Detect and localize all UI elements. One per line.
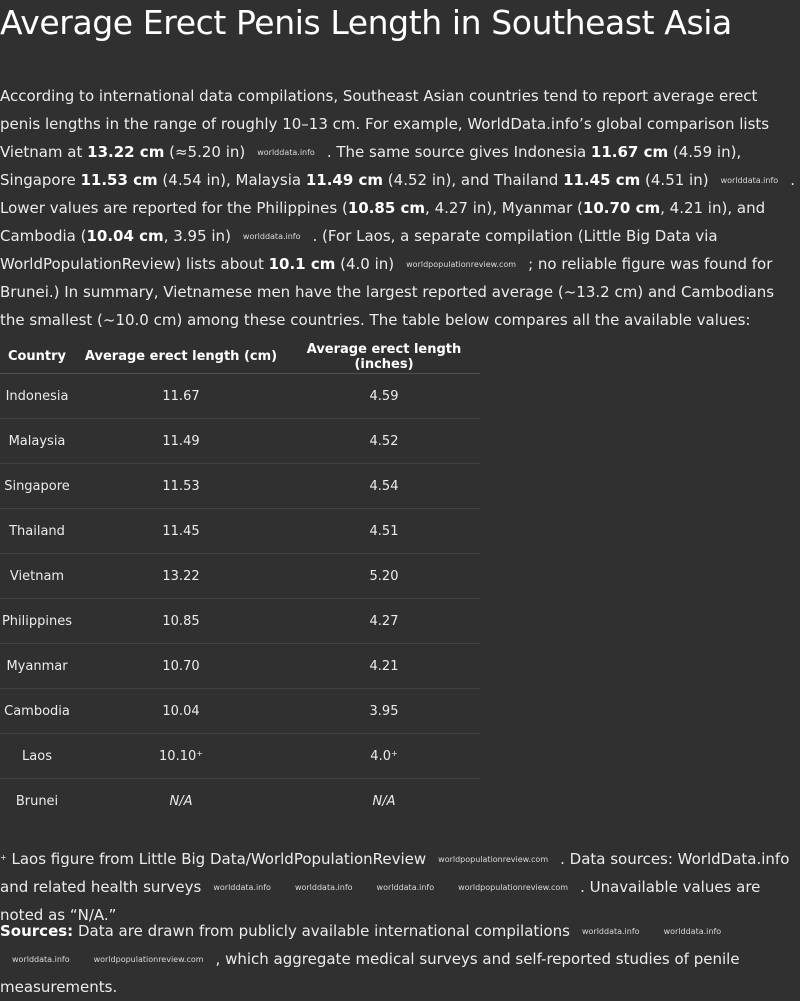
cell-cm — [74, 599, 288, 644]
intro-text: , 4.21 in), and Cambodia ( — [0, 199, 766, 245]
cell-country-value: Singapore — [4, 478, 70, 494]
table-row — [0, 419, 480, 464]
sources-label: Sources: — [0, 922, 74, 940]
cell-cm — [74, 644, 288, 689]
table-header-row — [0, 340, 480, 374]
comparison-table — [0, 340, 480, 823]
table-row — [0, 734, 480, 779]
intro-text: (≈5.20 in) — [164, 143, 246, 161]
cell-cm — [74, 419, 288, 464]
footnote-marker: + — [390, 748, 398, 758]
cell-cm-value: 11.45 — [162, 523, 200, 539]
intro-text: , 3.95 in) — [163, 227, 231, 245]
source-link-worlddata[interactable]: worlddata.info — [213, 883, 271, 892]
source-link-worldpopulationreview[interactable]: worldpopulationreview.com — [93, 955, 204, 964]
table-row — [0, 509, 480, 554]
vietnam-cm: 13.22 cm — [87, 143, 165, 161]
cell-cm-value: 10.70 — [162, 658, 200, 674]
source-link-worlddata[interactable]: worlddata.info — [663, 927, 722, 936]
cell-country — [0, 464, 74, 509]
header-cm: Average erect length (cm) — [74, 340, 288, 374]
laos-cm: 10.1 cm — [268, 255, 336, 273]
cell-inches-value: 3.95 — [369, 703, 399, 719]
cell-cm — [74, 554, 288, 599]
intro-text: According to international data compilations, Southeast Asian countries tend to report average erect penis lengths in the range of roughly 10–13 cm. For example, WorldData.info’s global comparison lists Vietnam at — [0, 87, 770, 161]
intro-text: (4.0 in) — [335, 255, 395, 273]
cell-cm — [74, 374, 288, 419]
table-row — [0, 599, 480, 644]
cell-inches — [288, 419, 480, 464]
table-row — [0, 779, 480, 824]
cell-country — [0, 734, 74, 779]
intro-paragraph — [0, 82, 800, 334]
singapore-cm: 11.53 cm — [80, 171, 158, 189]
cell-inches — [288, 689, 480, 734]
cell-cm — [74, 779, 288, 824]
footnote-text: . Data sources: WorldData.info and related health surveys — [0, 850, 790, 896]
footnote-marker: + — [196, 748, 203, 758]
cell-cm-value: 10.10 — [159, 748, 197, 764]
table-row — [0, 554, 480, 599]
page-title: Average Erect Penis Length in Southeast Asia — [0, 3, 732, 42]
cell-country-value: Brunei — [15, 793, 59, 809]
cell-inches — [288, 599, 480, 644]
source-link-worldpopulationreview[interactable]: worldpopulationreview.com — [406, 260, 517, 269]
cell-inches-value: 4.0 — [370, 748, 391, 764]
cell-inches-value: 4.51 — [369, 523, 399, 539]
cell-cm-value: 10.04 — [162, 703, 200, 719]
table-row — [0, 644, 480, 689]
intro-text: . (For Laos, a separate compilation (Little Big Data via WorldPopulationReview) lists about — [0, 227, 718, 273]
header-country: Country — [0, 340, 74, 374]
intro-text: . Lower values are reported for the Philippines ( — [0, 171, 795, 217]
source-link-worldpopulationreview[interactable]: worldpopulationreview.com — [458, 883, 569, 892]
intro-text: (4.54 in), Malaysia — [157, 171, 306, 189]
cell-inches — [288, 374, 480, 419]
cell-country-value: Myanmar — [6, 658, 68, 674]
cell-country — [0, 779, 74, 824]
cell-country — [0, 374, 74, 419]
source-link-worlddata[interactable]: worlddata.info — [294, 883, 353, 892]
cell-inches — [288, 779, 480, 824]
cell-country — [0, 599, 74, 644]
cell-country — [0, 419, 74, 464]
cell-cm-value: 10.85 — [162, 613, 200, 629]
source-link-worlddata[interactable]: worlddata.info — [581, 927, 640, 936]
cell-inches-value: 4.27 — [369, 613, 399, 629]
intro-text: , 4.27 in), Myanmar ( — [425, 199, 583, 217]
source-link-worlddata[interactable]: worlddata.info — [12, 955, 70, 964]
cell-cm-value: 11.67 — [162, 388, 200, 404]
table-row — [0, 374, 480, 419]
source-link-worlddata[interactable]: worlddata.info — [720, 176, 779, 185]
cell-inches-value: 4.21 — [369, 658, 399, 674]
cell-cm — [74, 734, 288, 779]
intro-text: ; no reliable figure was found for Brunei.) In summary, Vietnamese men have the largest reported average (~13.2 cm) and Cambodians the smallest (~10.0 cm) among these countries. The table below compares all the available values: — [0, 255, 775, 329]
cell-inches — [288, 509, 480, 554]
cell-country-value: Malaysia — [8, 433, 66, 449]
cell-inches — [288, 464, 480, 509]
source-link-worlddata[interactable]: worlddata.info — [242, 232, 301, 241]
cell-cm — [74, 464, 288, 509]
cell-inches-value: N/A — [372, 793, 396, 809]
header-inches: Average erect length (inches) — [288, 340, 480, 374]
cell-country-value: Vietnam — [9, 568, 65, 584]
sources-text: , which aggregate medical surveys and self-reported studies of penile measurements. — [0, 950, 740, 996]
cell-country — [0, 554, 74, 599]
table-row — [0, 689, 480, 734]
cell-country-value: Philippines — [1, 613, 73, 629]
cell-country-value: Thailand — [9, 523, 65, 539]
myanmar-cm: 10.70 cm — [582, 199, 661, 217]
cell-cm-value: 11.53 — [162, 478, 200, 494]
philippines-cm: 10.85 cm — [347, 199, 426, 217]
cell-cm — [74, 689, 288, 734]
cell-inches — [288, 554, 480, 599]
thailand-cm: 11.45 cm — [563, 171, 641, 189]
source-link-worldpopulationreview[interactable]: worldpopulationreview.com — [438, 855, 549, 864]
footnote-text: . Unavailable values are noted as “N/A.” — [0, 878, 761, 924]
cambodia-cm: 10.04 cm — [86, 227, 164, 245]
cell-cm — [74, 509, 288, 554]
cell-country-value: Laos — [22, 748, 52, 764]
cell-cm-value: 11.49 — [162, 433, 200, 449]
cell-country — [0, 509, 74, 554]
indonesia-cm: 11.67 cm — [590, 143, 669, 161]
sources-text: Data are drawn from publicly available international compilations — [73, 922, 570, 940]
cell-inches-value: 4.59 — [369, 388, 399, 404]
source-link-worlddata[interactable]: worlddata.info — [257, 148, 315, 157]
sources-paragraph — [0, 917, 800, 1001]
footnote-text: Laos figure from Little Big Data/WorldPopulationReview — [6, 850, 427, 868]
intro-text: (4.59 in), Singapore — [0, 143, 742, 189]
cell-cm-value: 13.22 — [162, 568, 200, 584]
cell-country-value: Cambodia — [4, 703, 70, 719]
cell-cm-value: N/A — [169, 793, 193, 809]
source-link-worlddata[interactable]: worlddata.info — [376, 883, 435, 892]
cell-inches-value: 4.54 — [369, 478, 399, 494]
cell-inches-value: 5.20 — [369, 568, 399, 584]
intro-text: (4.52 in), and Thailand — [383, 171, 564, 189]
malaysia-cm: 11.49 cm — [305, 171, 384, 189]
cell-inches — [288, 644, 480, 689]
cell-country-value: Indonesia — [5, 388, 69, 404]
table-row — [0, 464, 480, 509]
cell-inches — [288, 734, 480, 779]
cell-country — [0, 689, 74, 734]
intro-text: . The same source gives Indonesia — [326, 143, 591, 161]
cell-inches-value: 4.52 — [369, 433, 399, 449]
intro-text: (4.51 in) — [640, 171, 709, 189]
cell-country — [0, 644, 74, 689]
footnote-mark: + — [0, 853, 7, 862]
